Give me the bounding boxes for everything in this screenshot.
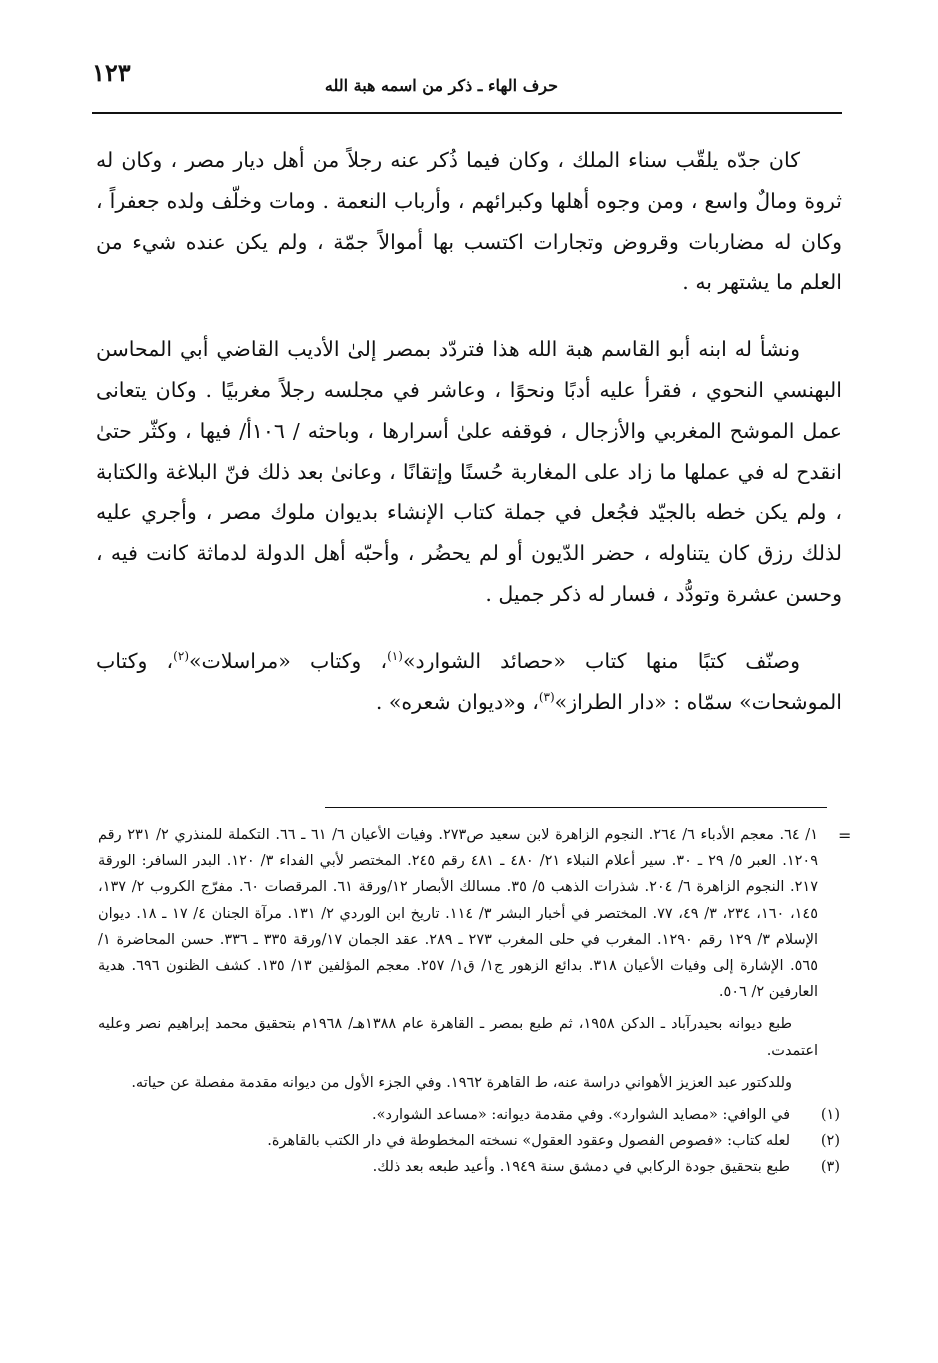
paragraph-1: كان جدّه يلقّب سناء الملك ، وكان فيما ذُكر عنه رجلاً من أهل ديار مصر ، وكان له ثروة ومالٌ واسع ، ومن وجوه أهلها وكبرائهم ، وأرباب النعمة . ومات وخلّف ولده جعفراً ، وكان له مضاربات وقروض وتجارات اكتسب بها أموالاً جمّة ، ولم يكن عنده شيء من العلم ما يشتهر به . (96, 148, 842, 295)
footnote-ref-2: (٢) (173, 648, 189, 663)
numbered-notes (98, 1102, 840, 1181)
header-rule (92, 112, 842, 114)
footnote-number: (٣) (820, 1159, 840, 1176)
paragraph-3-part-4: ، و«ديوان شعره» . (375, 689, 539, 714)
footnote-text: طبع بتحقيق جودة الركابي في دمشق سنة ١٩٤٩. وأعيد طبعه بعد ذلك. (372, 1159, 790, 1176)
running-title: حرف الهاء ـ ذكر من اسمه هبة الله (324, 76, 558, 95)
footnote-edition: طبع ديوانه بحيدرآباد ـ الدكن ١٩٥٨، ثم طبع بمصر ـ القاهرة عام ١٣٨٨هـ/ ١٩٦٨م بتحقيق محمد إبراهيم نصر وعليه اعتمدت. (98, 1016, 818, 1059)
page-number: ١٢٣ (92, 58, 131, 87)
paragraph-3 (96, 641, 842, 723)
footnote-study: وللدكتور عبد العزيز الأهواني دراسة عنه، ط القاهرة ١٩٦٢. وفي الجزء الأول من ديوانه مقدمة مفصلة عن حياته. (131, 1074, 792, 1091)
footnote-sources: ١/ ٦٤. معجم الأدباء ٦/ ٢٦٤. النجوم الزاهرة لابن سعيد ص٢٧٣. وفيات الأعيان ٦/ ٦١ ـ ٦٦. التكملة للمنذري ٢/ ٢٣١ رقم ١٢٠٩. العبر ٥/ ٢٩ ـ ٣٠. سير أعلام النبلاء ٢١/ ٤٨٠ ـ ٤٨١ رقم ٢٤٥. المختصر لأبي الفداء ٣/ ١٢٠. البدر السافر: الورقة ٢١٧. النجوم الزاهرة ٦/ ٢٠٤. شذرات الذهب ٥/ ٣٥. مسالك الأبصار ١٢/ورقة ٦١. المرقصات ٦٠. مفرّج الكروب ٢/ ١٣٧، ١٤٥، ١٦٠، ٢٣٤، ٣/ ٤٩، ٧٧. المختصر في أخبار البشر ٣/ ١١٤. تاريخ ابن الوردي ٢/ ١٣١. مرآة الجنان ٤/ ١٧ ـ ١٨. ديوان الإسلام ٣/ ١٢٩ رقم ١٢٩٠. المغرب في حلى المغرب ٢٧٣ ـ ٢٨٩. عقد الجمان ١٧/ورقة ٣٣٥ ـ ٣٣٦. حسن المحاضرة ١/ ٥٦٥. الإشارة إلى وفيات الأعيان ٣١٨. بدائع الزهور ج١/ ق١/ ٢٥٧. معجم المؤلفين ١٣/ ١٣٥. كشف الظنون ٦٩٦. هدية العارفين ٢/ ٥٠٦. (98, 827, 819, 1001)
footnote-item (98, 1154, 840, 1180)
paragraph-3-part-2: ، وكتاب «مراسلات» (189, 648, 388, 673)
footnote-number: (١) (820, 1107, 840, 1124)
continuation-marker: = (838, 826, 852, 845)
footnote-item (98, 1102, 840, 1128)
footnote-ref-3: (٣) (538, 689, 555, 704)
main-text (96, 140, 842, 748)
footnote-text: لعله كتاب: «فصوص الفصول وعقود العقول» نسخته المخطوطة في دار الكتب بالقاهرة. (267, 1133, 790, 1150)
footnote-rule (325, 807, 827, 808)
footnote-number: (٢) (820, 1133, 840, 1150)
footnote-text: في الوافي: «مصايد الشوارد». وفي مقدمة ديوانه: «مساعد الشوارد». (372, 1107, 790, 1124)
footnotes (98, 822, 840, 1181)
paragraph-3-part-1: وصنّف كتبًا منها كتاب «حصائد الشوارد» (402, 648, 800, 673)
paragraph-2: ونشأ له ابنه أبو القاسم هبة الله هذا فتردّد بمصر إلىٰ الأديب القاضي أبي المحاسن البهنسي النحوي ، فقرأ عليه أدبًا ونحوًا ، وعاشر في مجلسه رجلاً مغربيًا . وكان يتعانى عمل الموشح المغربي والأزجال ، فوقفه علىٰ أسرارها ، وباحثه / ١٠٦أ/ فيها ، وكثّر حتىٰ انقدح له في عملها ما زاد على المغاربة حُسنًا وإتقانًا ، وعانىٰ بعد ذلك فنّ البلاغة والكتابة ، ولم يكن خطه بالجيّد فجُعل في جملة كتاب الإنشاء بديوان ملوك مصر ، وأجري عليه لذلك رزق كان يتناوله ، حضر الدّيون أو لم يحضُر ، وأحبّه أهل الدولة لدماثة كانت فيه ، وحسن عشرة وتودُّد ، فسار له ذكر جميل . (96, 337, 842, 606)
paragraph-3-part-3: ، وكتاب الموشحات» سمّاه : «دار الطراز» (96, 648, 842, 714)
footnote-ref-1: (١) (387, 648, 403, 663)
footnote-item (98, 1128, 840, 1154)
